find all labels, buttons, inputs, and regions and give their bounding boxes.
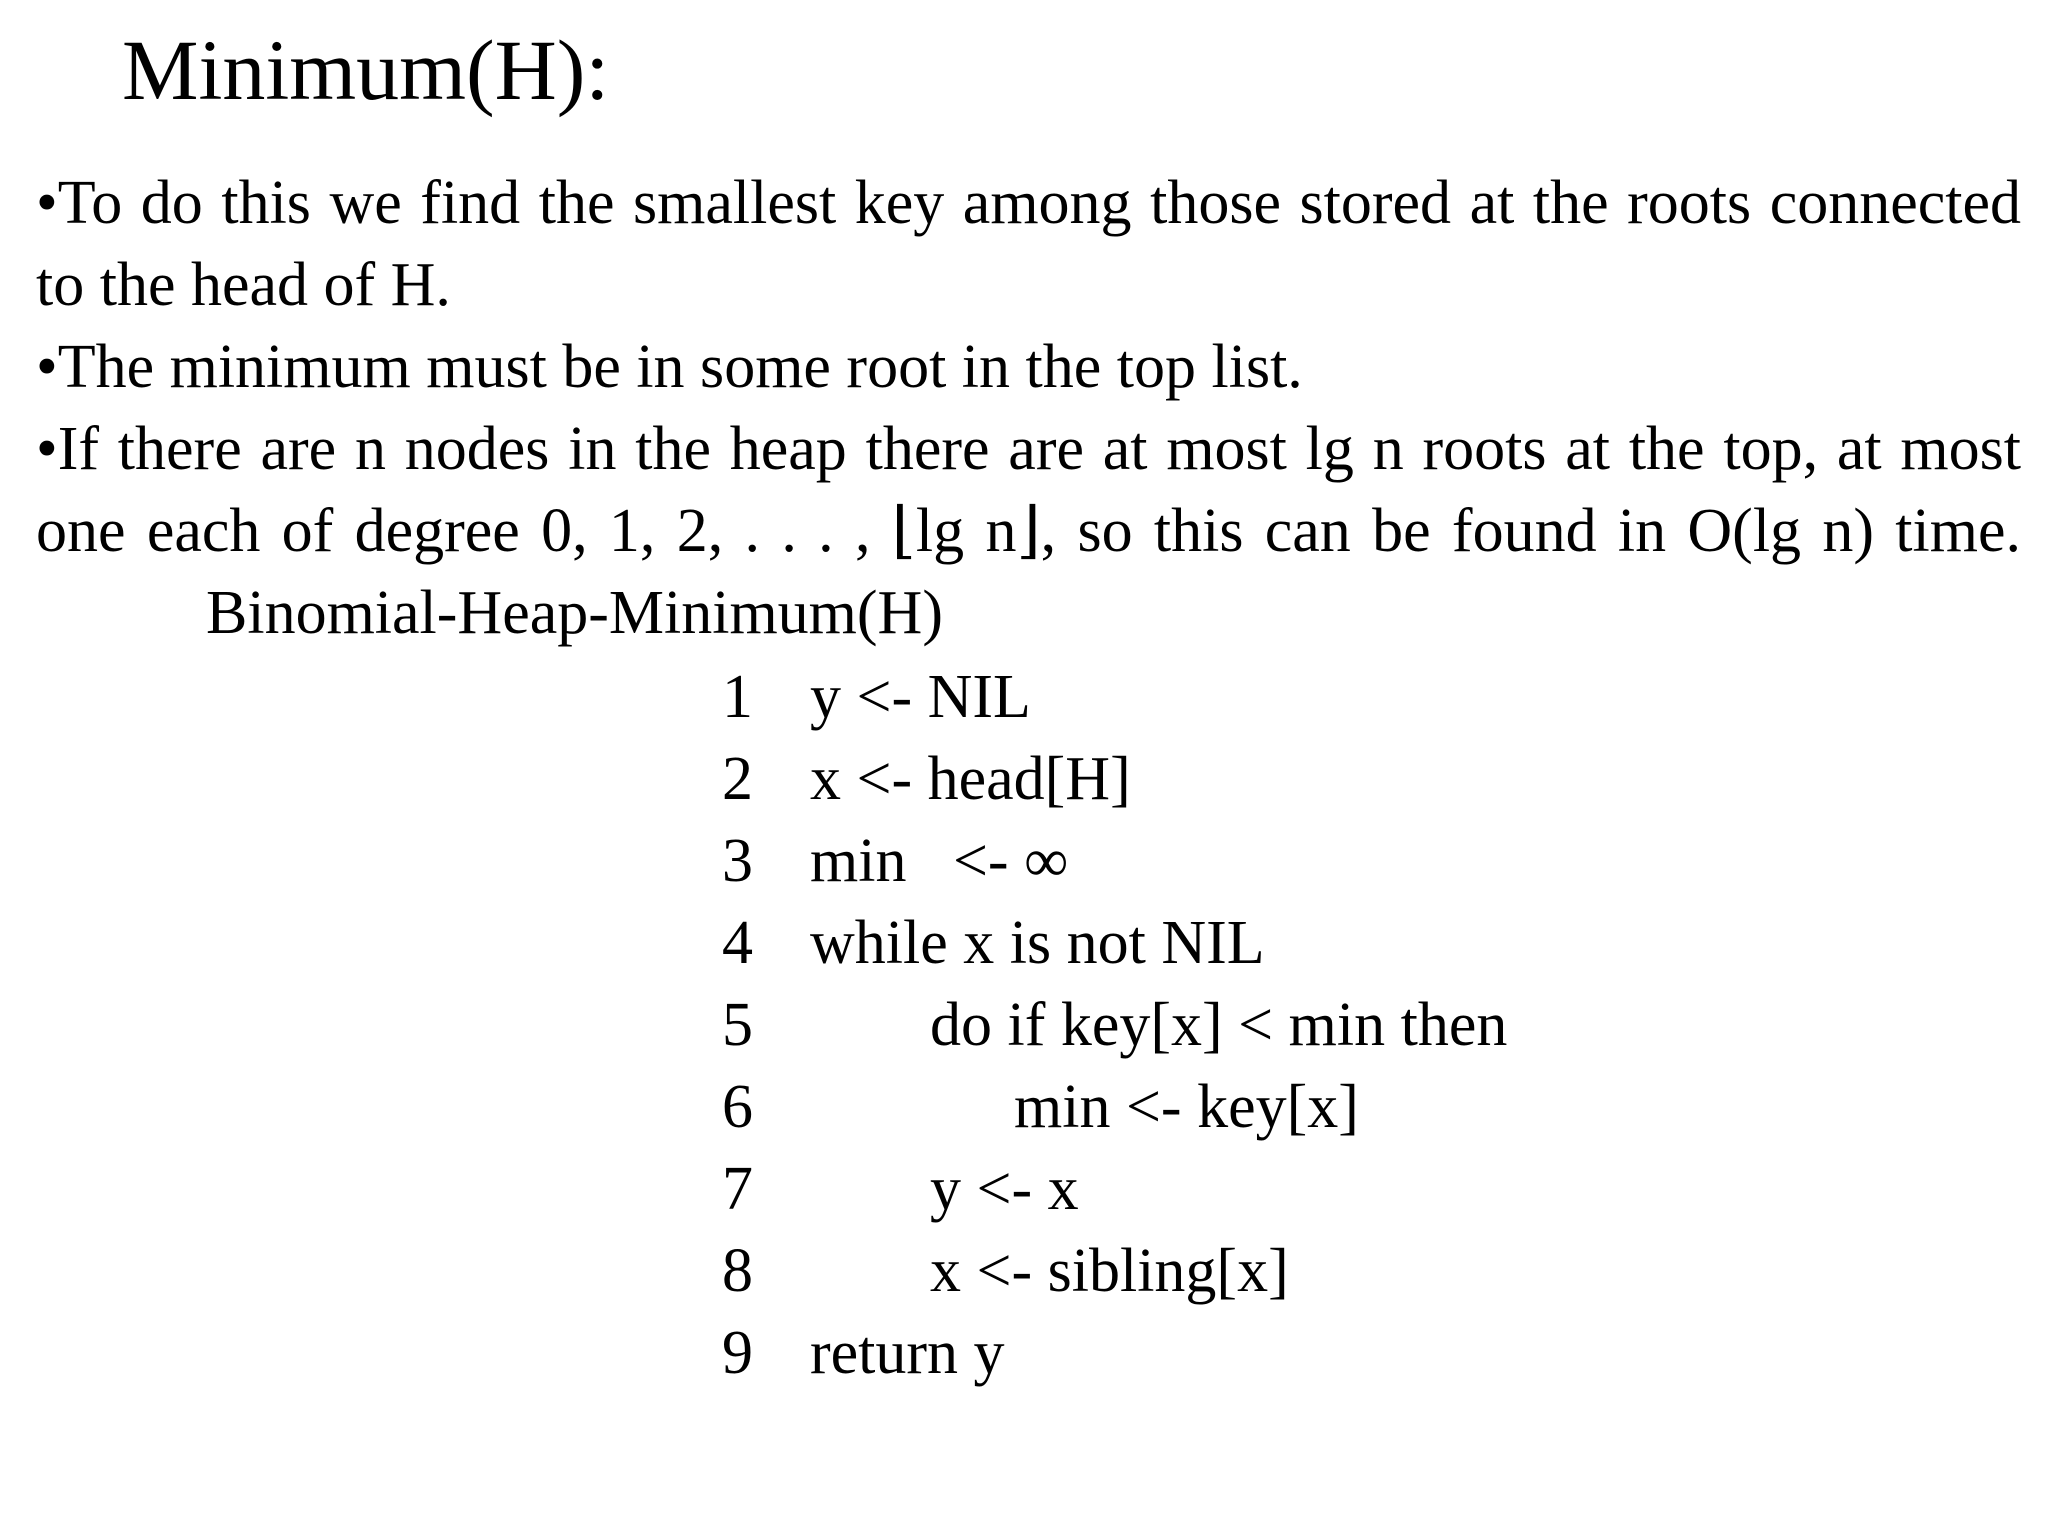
- line-code: min <- ∞: [810, 827, 1069, 895]
- line-number: 2: [722, 745, 753, 813]
- line-number: 4: [722, 909, 753, 977]
- line-code: while x is not NIL: [810, 909, 1265, 977]
- line-code: do if key[x] < min then: [930, 991, 1508, 1059]
- bullet-marker: •: [36, 169, 58, 237]
- line-number: 9: [722, 1319, 753, 1387]
- bullet-list: [36, 162, 2021, 654]
- slide-title: Minimum(H):: [122, 22, 610, 118]
- line-number: 8: [722, 1237, 753, 1305]
- bullet-text: The minimum must be in some root in the top list.: [57, 333, 1303, 401]
- code-line: [722, 1148, 1507, 1230]
- bullet-marker: •: [36, 415, 58, 483]
- code-line: [722, 820, 1507, 902]
- line-code: return y: [810, 1319, 1005, 1387]
- line-number: 1: [722, 663, 753, 731]
- bullet-item: [36, 162, 2021, 326]
- code-line: [722, 902, 1507, 984]
- code-line: [722, 1312, 1507, 1394]
- line-code: y <- x: [930, 1155, 1079, 1223]
- algorithm-title: Binomial-Heap-Minimum(H): [206, 579, 943, 647]
- line-code: y <- NIL: [810, 663, 1031, 731]
- line-number: 6: [722, 1073, 753, 1141]
- code-line: [722, 1230, 1507, 1312]
- line-number: 3: [722, 827, 753, 895]
- bullet-marker: •: [36, 333, 58, 401]
- line-code: x <- sibling[x]: [930, 1237, 1289, 1305]
- line-number: 5: [722, 991, 753, 1059]
- line-number: 7: [722, 1155, 753, 1223]
- bullet-item: [36, 326, 2021, 408]
- code-line: [722, 984, 1507, 1066]
- bullet-item: [36, 408, 2021, 654]
- code-line: [722, 738, 1507, 820]
- bullet-text: To do this we find the smallest key among those stored at the roots connected to the head of H.: [36, 169, 2021, 319]
- bullet-text: If there are n nodes in the heap there are at most lg n roots at the top, at most one each of degree 0, 1, 2, . . . , ⌊lg n⌋, so this can be found in O(lg n) time.: [36, 415, 2021, 565]
- code-line: [722, 1066, 1507, 1148]
- line-code: x <- head[H]: [810, 745, 1131, 813]
- line-code: min <- key[x]: [1014, 1073, 1359, 1141]
- pseudocode-block: [722, 656, 1507, 1394]
- code-line: [722, 656, 1507, 738]
